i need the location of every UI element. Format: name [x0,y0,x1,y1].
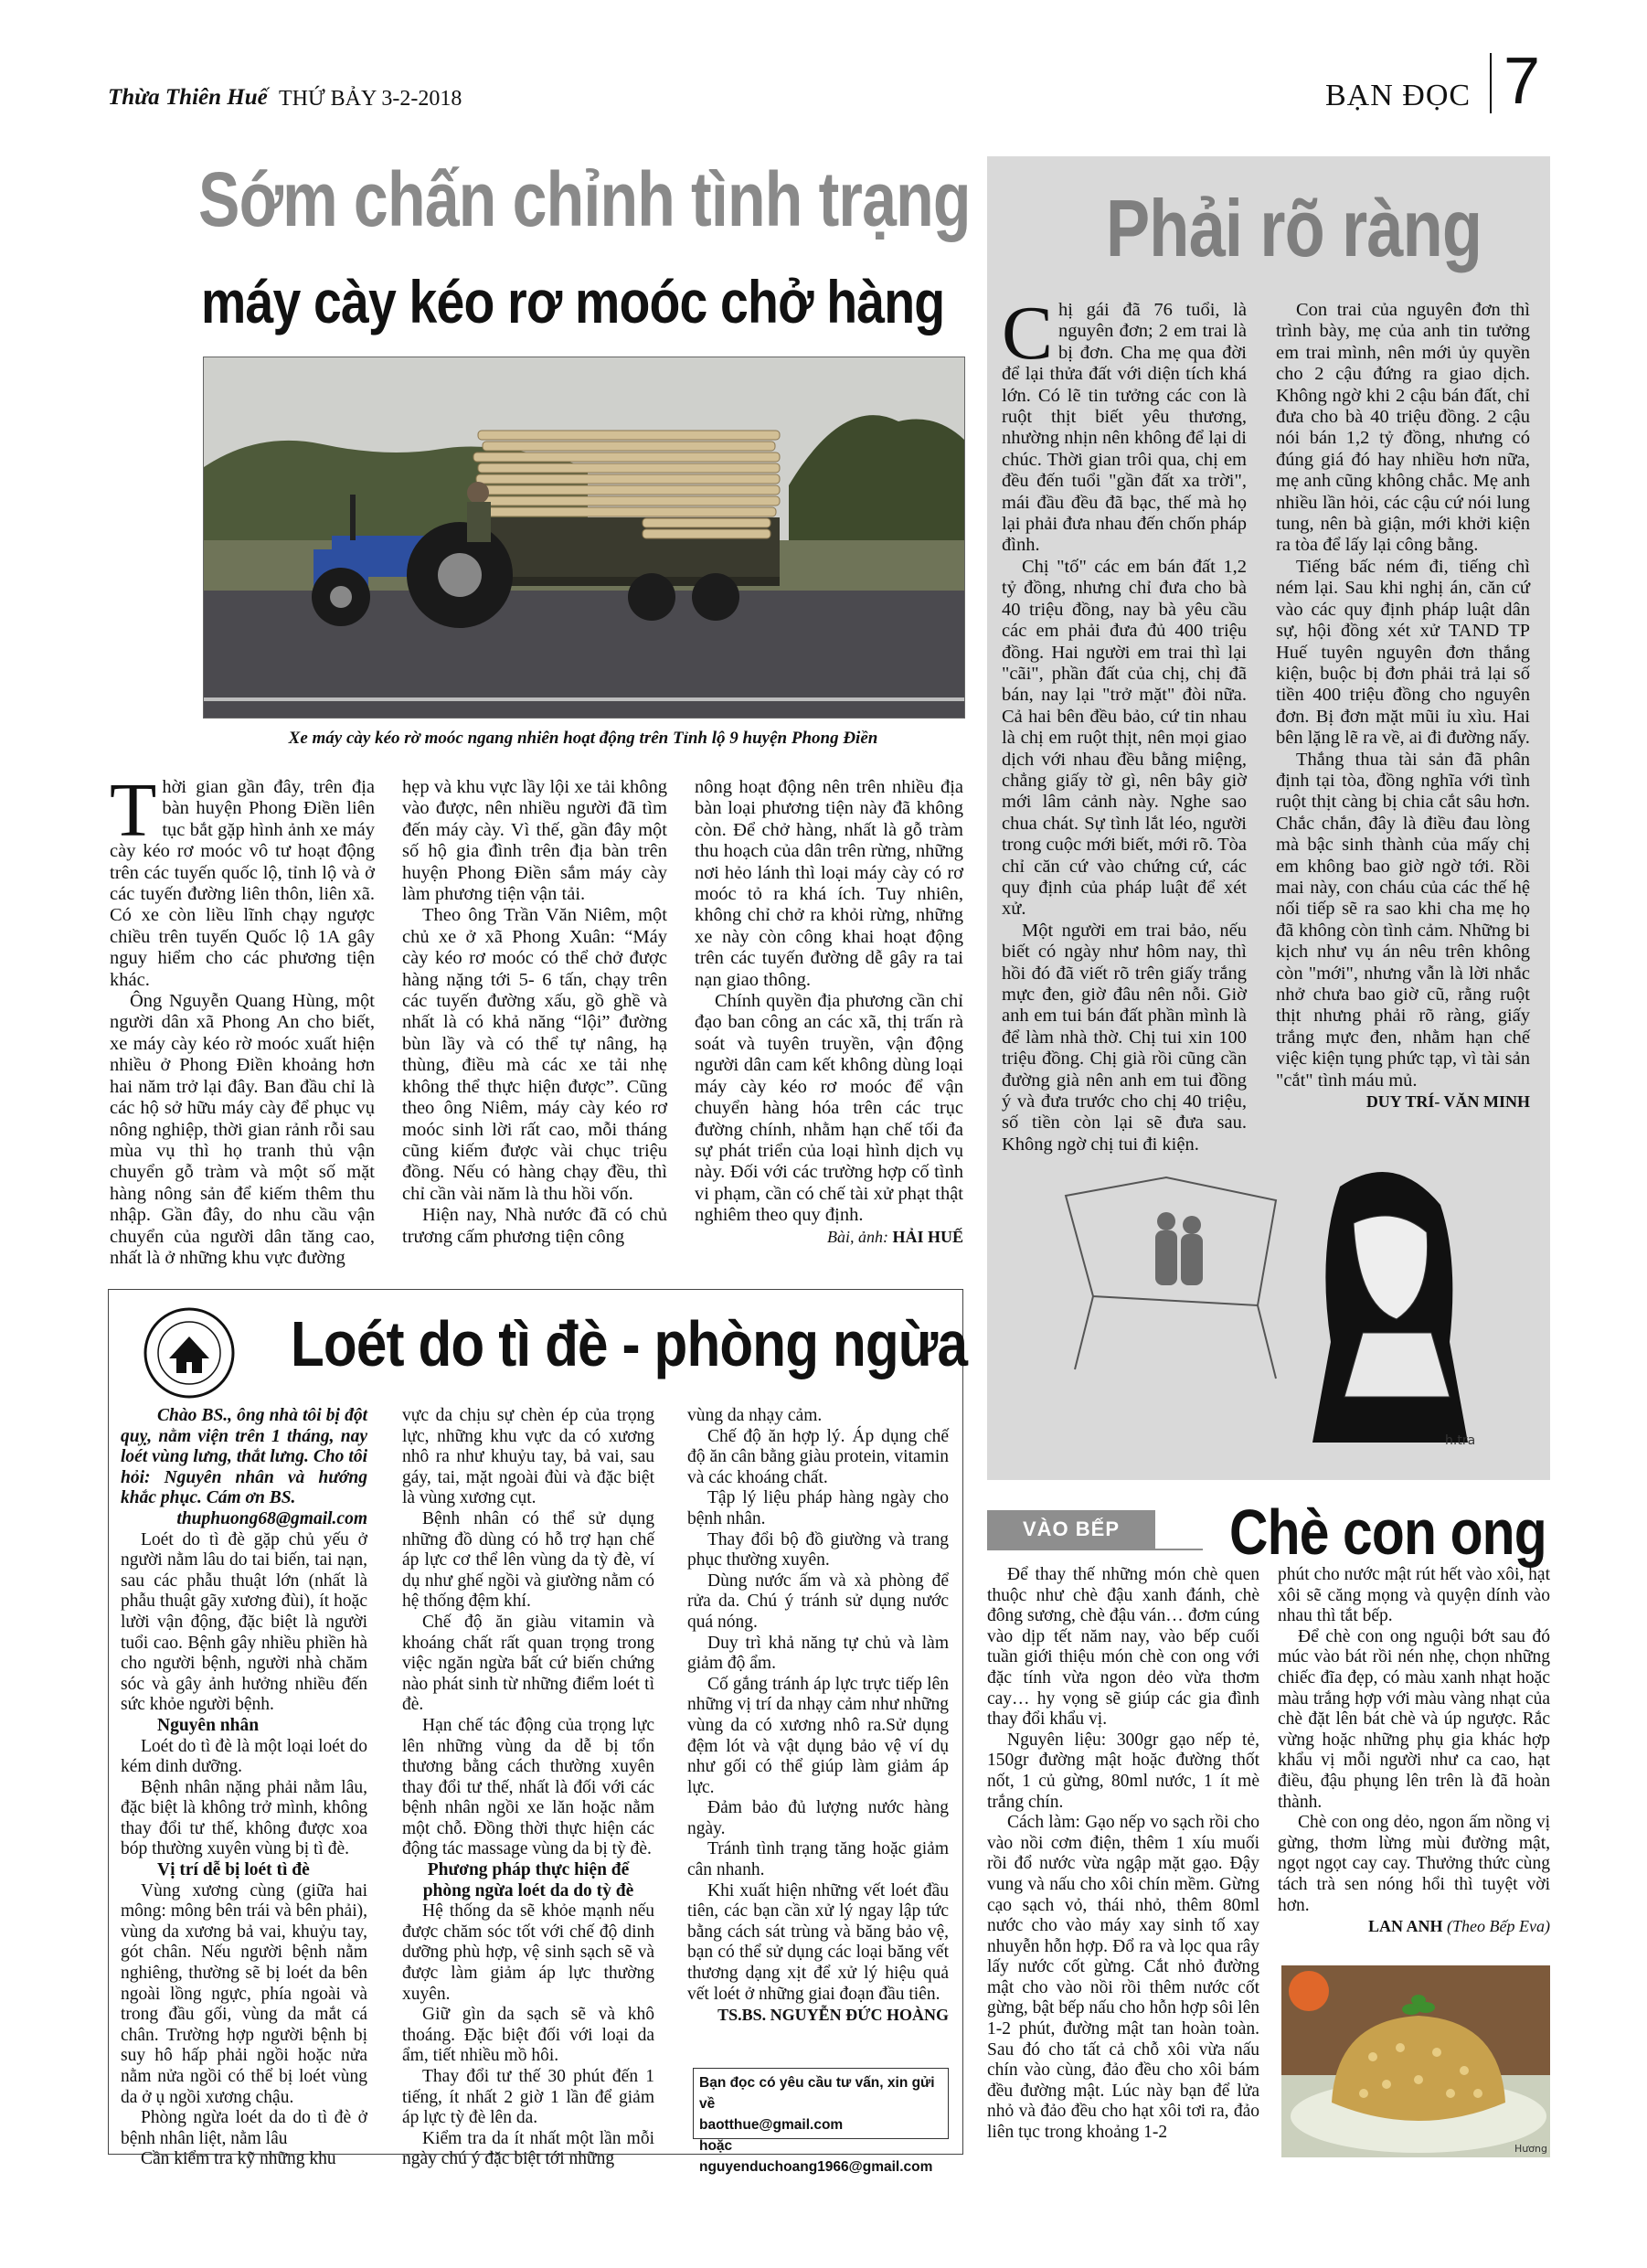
recipe-photo-credit: Hương [1514,2143,1547,2155]
recipe-label: VÀO BẾP [987,1510,1155,1549]
side-para: Con trai của nguyên đơn thì trình bày, mẹ của anh tin tưởng em trai mình, nên mới ủy quyền cho 2 cậu đứng ra giao dịch. Không ngờ khi 2 cậu bán đất, chỉ đưa cho bà 40 triệu đồng. 2 cậu nói bán 1,2 tỷ đồng, nhưng có đúng giá đó hay nhiều hơn nữa, mẹ anh cũng không chắc. Mẹ anh nhiều lần hỏi, các cậu cứ nói lung tung, nên bà giận, mới khởi kiện ra tòa để lấy lại công bằng. [1276,300,1530,556]
health-para: Hạn chế tác động của trọng lực lên những vùng da dễ bị tổn thương bằng cách thường xuyên thay đổi tư thế, nhất là đối với các bệnh nhân ngồi xe lăn hoặc nằm một chỗ. Đồng thời thực hiện các động tác massage vùng da bị tỳ đè. [402,1715,654,1859]
side-illustration-art [1038,1159,1504,1459]
health-contact-email[interactable]: baotthue@gmail.com [699,2117,844,2133]
health-para: Phòng ngừa loét da do tì đè ở bệnh nhân liệt, nằm lâu [121,2108,367,2148]
byline-author: HẢI HUẾ [892,1227,963,1246]
main-article-para: Hiện nay, Nhà nước đã có chủ trương cấm phương tiện công [402,1205,667,1247]
side-para [1002,291,1247,557]
health-para: Duy trì khả năng tự chủ và làm giảm độ ẩm. [687,1633,949,1674]
recipe-photo [1281,1965,1550,2157]
recipe-col2 [1278,1565,1550,1937]
header-paper-name: Thừa Thiên Huế [108,85,268,110]
health-email: thuphuong68@gmail.com [176,1508,367,1528]
side-text: hị gái đã 76 tuổi, là nguyên đơn; 2 em trai là bị đơn. Cha mẹ qua đời để lại thửa đất với diện tích khá lớn. Có lẽ tin tưởng các con là ruột thịt biết yêu thương, nhường nhịn nên không để lại di chúc. Thời gian trôi qua, chị em đều đến tuổi "gần đất xa trời", mái đầu đều đã bạc, thế mà họ lại phải đưa nhau đến chốn pháp đình. [1002,300,1247,556]
main-article-para: Chính quyền địa phương cần chỉ đạo ban công an các xã, thị trấn rà soát và tuyên truyền, vận động người dân cam kết không dùng loại máy cày kéo rơ moóc để vận chuyển hàng hóa trên các trục đường chính, nhằm hạn chế tối đa sự phát triển của loại hình dịch vụ này. Đối với các trường hợp cố tình vi phạm, cần có chế tài xử phạt thật nghiêm theo quy định. [695,991,963,1226]
health-subhead: Nguyên nhân [157,1715,260,1735]
main-article-text: hời gian gần đây, trên địa bàn huyện Phong Điền liên tục bắt gặp hình ảnh xe máy cày kéo rơ moóc vô tư hoạt động trên các tuyến quốc lộ, tỉnh lộ và ở các tuyến đường liên thôn, liên xã. Có xe còn liều lĩnh chạy ngược chiều trên tuyến Quốc lộ 1A gây nguy hiểm cho các phương tiện khác. [110,777,375,990]
side-para: Thắng thua tài sản đã phân định tại tòa, đồng nghĩa với tình ruột thịt càng bị chia cắt sâu hơn. Chắc chắn, đây là điều đau lòng mà bậc sinh thành của mấy chị em không bao giờ ngờ tới. Rồi mai này, con cháu của các thế hệ nối tiếp sẽ ra sao khi cha mẹ họ đã không còn tình cảm. Những bi kịch như vụ án nêu trên không còn "mới", nhưng vẫn là lời nhắc nhở chưa bao giờ cũ, rằng ruột thịt nhưng phải rõ ràng, giấy trắng mực đen, nhằm hạn chế việc kiện tụng phức tạp, vì tài sản "cắt" tình máu mủ. [1276,749,1530,1091]
health-col1 [121,1406,367,2170]
recipe-author: LAN ANH [1368,1917,1443,1936]
recipe-col1 [987,1565,1259,2144]
side-byline: DUY TRÍ- VĂN MINH [1365,1092,1530,1112]
health-para: Loét do tì đè gặp chủ yếu ở người nằm lâu do tai biến, tai nạn, sau các phẫu thuật lớn (nhất là phẫu thuật gãy xương đùi), ít hoặc lười vận động, đặc biệt là người tuổi cao. Bệnh gây nhiều phiền hà cho người bệnh, người nhà chăm sóc và gây ảnh hưởng nhiều đến sức khỏe người bệnh. [121,1529,367,1715]
health-para: vực da chịu sự chèn ép của trọng lực, những khu vực da có xương nhô ra như khuỷu tay, bả vai, sau gáy, tai, mặt ngoài đùi và đặc biệt là vùng xương cụt. [402,1406,654,1508]
byline-prefix: Bài, ảnh: [826,1227,893,1246]
tractor-photo-art [204,357,964,718]
main-article-col2 [402,777,667,1248]
dropcap: C [1002,291,1054,376]
recipe-para: Chè con ong dẻo, ngon ấm nồng vị gừng, thơm lừng mùi đường mật, ngọt ngọt cay cay. Thưởng thức cùng tách trà sen nóng hổi thì tuyệt vời hơn. [1278,1813,1550,1915]
health-subhead: Vị trí dễ bị loét tì đè [157,1860,310,1880]
health-para: Loét do tì đè là một loại loét do kém dinh dưỡng. [121,1736,367,1777]
health-para: Chế độ ăn hợp lý. Áp dụng chế độ ăn cân bằng giàu protein, vitamin và các khoáng chất. [687,1426,949,1487]
recipe-label-rule [987,1549,1203,1550]
recipe-source: (Theo Bếp Eva) [1447,1917,1550,1936]
health-para: Thay đổi tư thế 30 phút đến 1 tiếng, ít nhất 2 giờ 1 lần để giảm áp lực tỳ đè lên da. [402,2067,654,2128]
dropcap: T [110,768,157,853]
health-logo [142,1305,237,1400]
health-col2 [402,1406,654,2170]
recipe-photo-art [1281,1965,1550,2157]
illustration-signature: h.tra [1445,1433,1476,1448]
tractor-photo [203,357,965,719]
health-byline: TS.BS. NGUYỄN ĐỨC HOÀNG [717,2006,949,2025]
health-para: Tránh tình trạng tăng hoặc giảm cân nhanh. [687,1839,949,1880]
main-article-byline [695,1227,963,1248]
health-para: Dùng nước ấm và xà phòng để rửa da. Chú ý tránh sử dụng nước quá nóng. [687,1571,949,1632]
main-title-line2: máy cày kéo rơ moóc chở hàng [201,268,945,335]
main-article-para: hẹp và khu vực lầy lội xe tải không vào được, nên nhiều người đã tìm đến máy cày. Vì thế, gần đây một số hộ gia đình trên địa bàn trên huyện Phong Điền sắm máy cày làm phương tiện vận tải. [402,777,667,905]
main-article-col1 [110,768,375,1269]
health-subhead: Phương pháp thực hiện để phòng ngừa loét da do tỳ đè [422,1860,634,1901]
recipe-title: Chè con ong [1229,1496,1546,1568]
side-col1 [1002,291,1247,1155]
side-para: Một người em trai bảo, nếu biết có ngày như hôm nay, thì hồi đó đã viết rõ trên giấy trắng mực đen, giờ đâu nên nỗi. Giờ anh em tui bán đất phần mình là để làm nhà thờ. Chị tui xin 100 triệu đồng. Chị già rồi cũng cần đường già nên anh em tui đồng ý và đưa trước cho chị 40 triệu, số tiền còn lại sẽ đưa sau. Không ngờ chị tui đi kiện. [1002,920,1247,1155]
health-para: Giữ gìn da sạch sẽ và khô thoáng. Đặc biệt đối với loại da ẩm, tiết nhiều mồ hôi. [402,2005,654,2066]
recipe-para: phút cho nước mật rút hết vào xôi, hạt xôi sẽ căng mọng và quyện dính vào nhau thì tắt bếp. [1278,1565,1550,1626]
main-article-para: nông hoạt động nên trên nhiều địa bàn loại phương tiện này đã không còn. Để chở hàng, nhất là gỗ tràm thu hoạch của dân trên rừng, những nơi hẻo lánh thì loại máy cày có rơ moóc tỏ ra khá ích. Tuy nhiên, không chỉ chở ra khỏi rừng, những xe này còn công khai hoạt động trên các tuyến đường dễ gây ra tai nạn giao thông. [695,777,963,990]
health-para: Đảm bảo đủ lượng nước hàng ngày. [687,1798,949,1838]
recipe-para: Nguyên liệu: 300gr gạo nếp tẻ, 150gr đường mật hoặc đường thốt nốt, 1 củ gừng, 80ml nước, 1 ít mè trắng chín. [987,1730,1259,1812]
health-contact-box [693,2068,949,2175]
main-article-col3 [695,777,963,1248]
health-para: Thay đổi bộ đồ giường và trang phục thường xuyên. [687,1529,949,1571]
recipe-para: Để thay thế những món chè quen thuộc như chè đậu xanh đánh, chè đông sương, chè đậu ván… đơm cúng vào dịp tết năm nay, vào bếp cuối tuần giới thiệu món chè con ong với đặc tính vừa ngon dẻo vừa thơm cay… hy vọng sẽ giúp các gia đình thay đổi khẩu vị. [987,1565,1259,1730]
health-para: Bệnh nhân có thể sử dụng những đồ dùng có hỗ trợ hạn chế áp lực cơ thể lên vùng da tỳ đè, ví dụ như ghế ngồi và giường nằm có hệ thống đệm khí. [402,1508,654,1612]
page-number: 7 [1504,45,1541,118]
health-para: vùng da nhạy cảm. [687,1406,823,1425]
health-para: Chế độ ăn giàu vitamin và khoáng chất rất quan trọng trong việc ngăn ngừa bất cứ biến chứng nào phát sinh từ những điểm loét tì đè. [402,1612,654,1715]
main-article-para: Theo ông Trần Văn Niêm, một chủ xe ở xã Phong Xuân: “Máy cày kéo rơ moóc có thể chở được hàng nặng tới 5- 6 tấn, chạy trên các tuyến đường xấu, gồ ghề và nhất là có khả năng “lội” đường bùn lầy và có thể tự nâng, hạ thùng, điều mà các xe tải nhẹ không thể thực hiện được”. Cũng theo ông Niêm, máy cày kéo rơ moóc sinh lời rất cao, mỗi tháng cũng kiếm được vài chục triệu đồng. Nếu có hàng chạy đều, thì chỉ cần vài năm là thu hồi vốn. [402,905,667,1204]
header-divider [1490,53,1492,113]
header-date: THỨ BẢY 3-2-2018 [279,87,462,111]
side-title: Phải rõ ràng [1106,183,1482,273]
health-para: Hệ thống da sẽ khỏe mạnh nếu được chăm sóc tốt với chế độ dinh dưỡng phù hợp, vệ sinh sạch sẽ và được làm giảm áp lực thường xuyên. [402,1901,654,2004]
side-col2 [1276,300,1530,1113]
health-para: Cần kiểm tra kỹ những khu [141,2149,336,2169]
health-para: Tập lý liệu pháp hàng ngày cho bệnh nhân. [687,1488,949,1528]
health-contact-email-2[interactable]: hoặc nguyenduchoang1966@gmail.com [699,2138,933,2175]
side-illustration [1038,1159,1504,1459]
health-logo-art [142,1305,237,1400]
side-para: Tiếng bấc ném đi, tiếng chì ném lại. Sau khi nghị án, căn cứ vào các quy định pháp luật dân sự, hội đồng xét xử TAND TP Huế tuyên nguyên đơn thắng kiện, buộc bị đơn phải trả lại số tiền 400 triệu đồng cho nguyên đơn. Bị đơn mặt mũi ỉu xìu. Hai bên lặng lẽ ra về, ai đi đường nấy. [1276,556,1530,749]
photo-caption: Xe máy cày kéo rờ moóc ngang nhiên hoạt động trên Tỉnh lộ 9 huyện Phong Điền [288,729,878,748]
main-article-para: Ông Nguyễn Quang Hùng, một người dân xã Phong An cho biết, xe máy cày kéo rờ moóc xuất hiện nhiều ở Phong Điền khoảng hơn hai năm trở lại đây. Ban đầu chỉ là các hộ sở hữu máy cày để phục vụ nông nghiệp, thời gian rảnh rỗi sau mùa vụ thì họ tranh thủ vận chuyển gỗ tràm và một số mặt hàng nông sản để kiếm thêm thu nhập. Gần đây, do nhu cầu vận chuyển của người dân tăng cao, nhất là ở những khu vực đường [110,991,375,1268]
health-para: Bệnh nhân nặng phải nằm lâu, đặc biệt là không trở mình, không thay đổi tư thế, không được xoa bóp thường xuyên vùng bị tì đè. [121,1777,367,1859]
side-para: Chị "tố" các em bán đất 1,2 tỷ đồng, nhưng chỉ đưa cho bà 40 triệu đồng, nay bà yêu cầu các em phải đưa đủ 400 triệu đồng. Hai người em trai thì lại "cãi", phần đất của chị, chị đã bán, nay lại "trở mặt" đòi nữa. Cả hai bên đều bảo, cứ tin nhau là chị em ruột thịt, nên mọi giao dịch với nhau đều bằng miệng, chẳng giấy tờ gì, nên bây giờ mới lâm cảnh này. Nghe sao chua chát. Sự tình lắt léo, người trong cuộc mới biết, mới rõ. Tòa chỉ căn cứ vào chứng cứ, các quy định của pháp luật để xét xử. [1002,556,1247,920]
health-question: Chào BS., ông nhà tôi bị đột quỵ, nằm viện trên 1 tháng, nay loét vùng lưng, thắt lưng. Cho tôi hỏi: Nguyên nhân và hướng khắc phục. Cám ơn BS. [121,1406,367,1508]
recipe-byline [1278,1916,1550,1937]
health-para: Khi xuất hiện những vết loét đầu tiên, các bạn cần xử lý ngay lập tức bằng cách sát trùng và băng bảo vệ, bạn có thể sử dụng các loại băng vết thương dạng xịt để xử lý hiệu quả vết loét ở những giai đoạn đầu tiên. [687,1880,949,2004]
health-contact-line: Bạn đọc có yêu cầu tư vấn, xin gửi về [699,2075,935,2112]
health-para: Kiểm tra da ít nhất một lần mỗi ngày chú ý đặc biệt tới những [402,2128,654,2169]
health-title: Loét do tì đè - phòng ngừa [291,1308,968,1379]
health-para: Cố gắng tránh áp lực trực tiếp lên những vị trí da nhạy cảm như những vùng da có xương nhô ra.Sử dụng đệm lót và vật dụng bảo vệ ví dụ như gối có thể giúp làm giảm áp lực. [687,1674,949,1797]
main-article-para [110,768,375,991]
recipe-para: Cách làm: Gạo nếp vo sạch rồi cho vào nồi cơm điện, thêm 1 xíu muối rồi đổ nước vừa ngập mặt gạo. Đậy vung và nấu cho xôi chín mềm. Gừng cạo sạch vỏ, thái nhỏ, thêm 80ml nước cho vào máy xay sinh tố xay nhuyễn hỗn hợp. Đổ ra và lọc qua rây lấy nước cốt gừng. Cắt nhỏ đường mật cho vào nồi rồi thêm nước cốt gừng, bật bếp nấu cho hỗn hợp sôi lên 1-2 phút, đường mật tan hoàn toàn. Sau đó cho tất cả chỗ xôi vừa nấu chín vào cùng, đảo đều cho xôi bám đều đường mật. Lúc này bạn để lửa nhỏ và đảo đều cho hạt xôi tơi ra, đảo liên tục trong khoảng 1-2 [987,1813,1259,2143]
health-para: Vùng xương cùng (giữa hai mông: mông bên trái và bên phải), vùng da xương bả vai, khuỷu tay, gót chân. Nếu người bệnh nằm nghiêng, thường sẽ bị loét da bên ngoài lồng ngực, phía ngoài và trong đầu gối, vùng da mắt cá chân. Trường hợp người bệnh bị suy hô hấp phải ngồi hoặc nửa nằm nửa ngồi có thể bị loét vùng da ở ụ ngồi xương chậu. [121,1880,367,2107]
health-col3 [687,1406,949,2026]
main-title-line1: Sớm chấn chỉnh tình trạng [198,156,971,242]
header-section: BẠN ĐỌC [1325,79,1472,112]
recipe-para: Để chè con ong nguội bớt sau đó múc vào bát rồi nén nhẹ, chọn những chiếc đĩa đẹp, có màu xanh nhạt hoặc màu trắng hợp với màu vàng nhạt của chè đặt lên bát chè và úp ngược. Rắc vừng hoặc những phụ gia khác hợp khẩu vị mỗi người như ca cao, hạt điều, đậu phụng lên trên là đã hoàn thành. [1278,1626,1550,1812]
